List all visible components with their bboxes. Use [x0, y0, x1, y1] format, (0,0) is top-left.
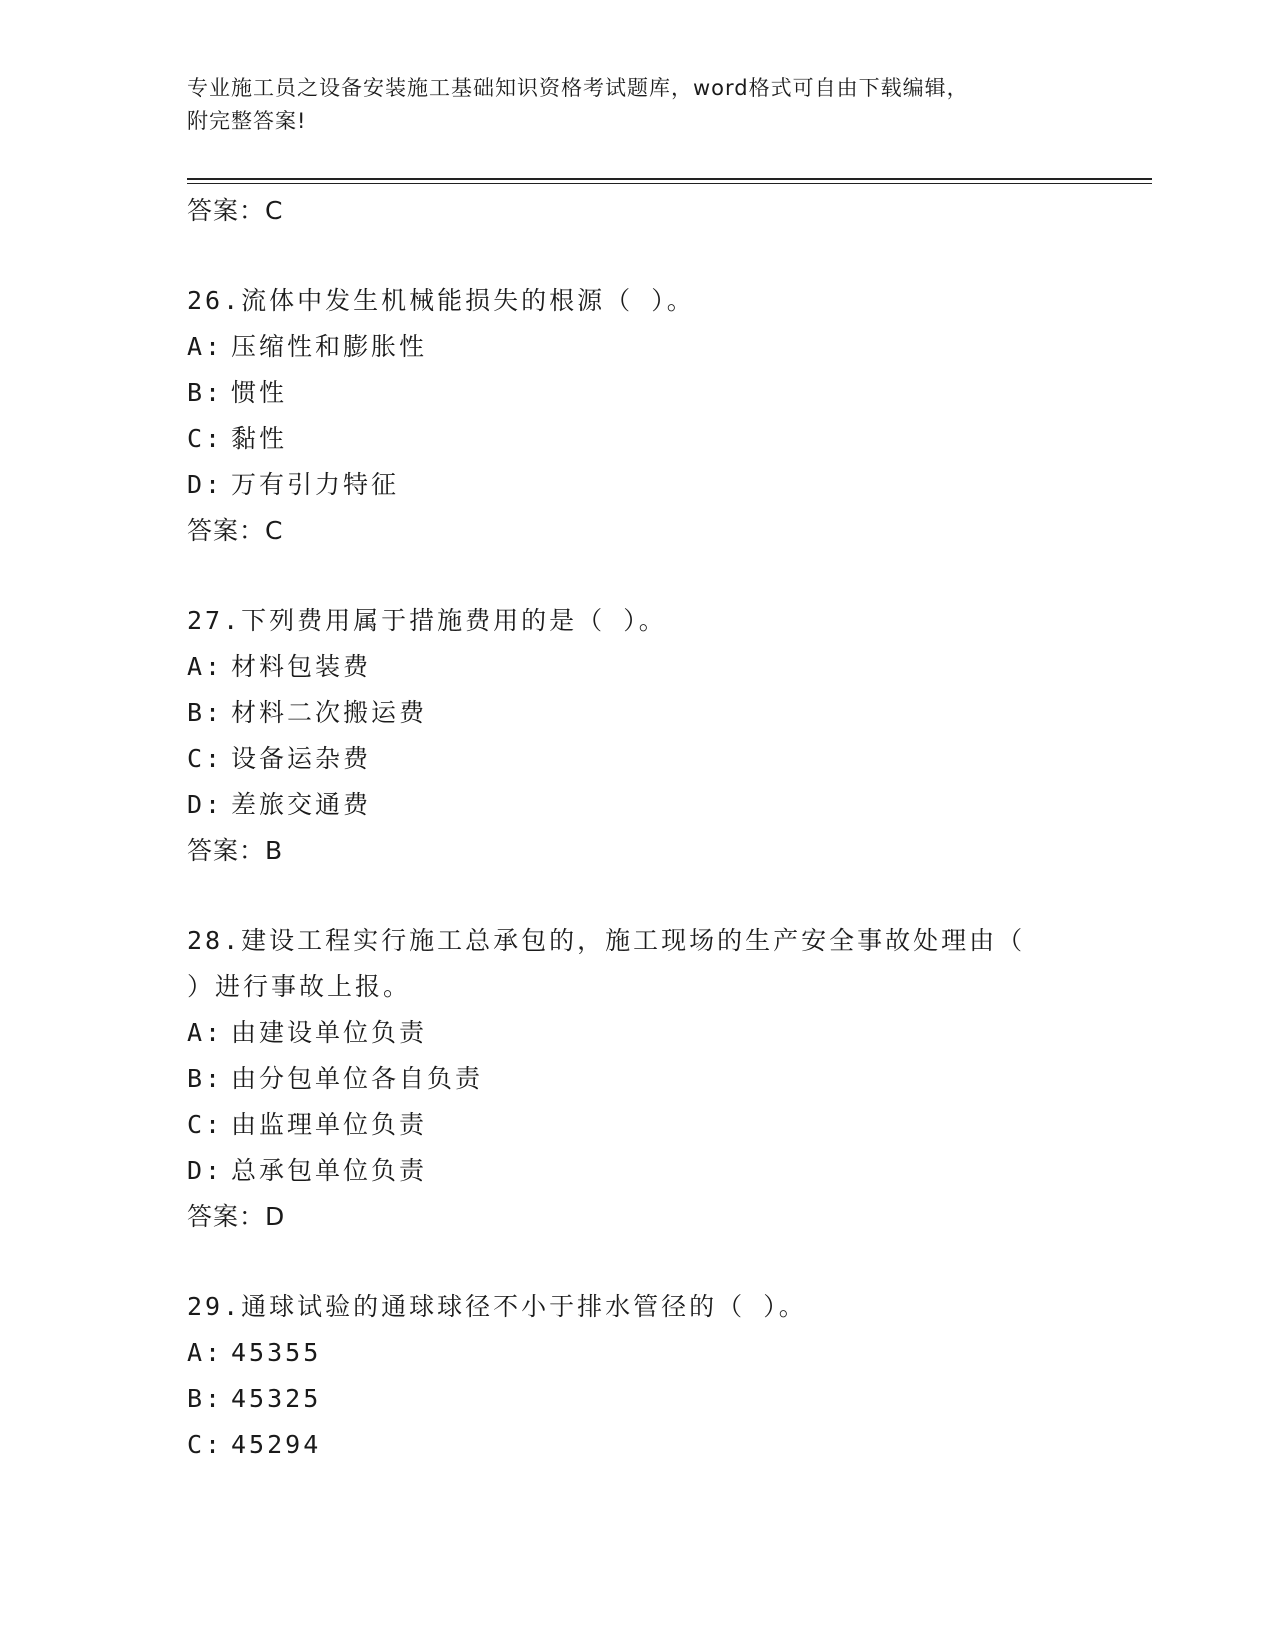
option-row — [187, 1010, 1067, 1056]
option-text: 黏性 — [231, 424, 288, 453]
option-text: 万有引力特征 — [231, 470, 400, 499]
option-text: 45294 — [231, 1430, 322, 1459]
question-text: 26.流体中发生机械能损失的根源（ ）。 — [187, 286, 695, 315]
option-letter: B: — [187, 698, 224, 727]
option-text: 总承包单位负责 — [231, 1156, 428, 1185]
option-row — [187, 1102, 1067, 1148]
question-text: 29.通球试验的通球球径不小于排水管径的（ ）。 — [187, 1292, 807, 1321]
option-letter: B: — [187, 1384, 224, 1413]
option-letter: C: — [187, 1430, 224, 1459]
question-text: 27.下列费用属于措施费用的是（ ）。 — [187, 606, 667, 635]
option-letter: D: — [187, 1156, 224, 1185]
option-text: 45355 — [231, 1338, 322, 1367]
option-row — [187, 1148, 1067, 1194]
questions-container — [187, 278, 1067, 1468]
option-letter: A: — [187, 1018, 224, 1047]
option-text: 差旅交通费 — [231, 790, 372, 819]
option-letter: D: — [187, 790, 224, 819]
option-text: 由分包单位各自负责 — [231, 1064, 484, 1093]
option-row — [187, 690, 1067, 736]
previous-answer: 答案：C — [187, 196, 284, 225]
header-divider-thin — [187, 183, 1152, 184]
option-letter: A: — [187, 332, 224, 361]
header-divider — [187, 178, 1152, 180]
option-letter: A: — [187, 652, 224, 681]
question-text: ）进行事故上报。 — [187, 972, 412, 1001]
option-row — [187, 1056, 1067, 1102]
option-row — [187, 736, 1067, 782]
question-list — [187, 188, 1067, 1468]
page-header — [187, 72, 1067, 138]
option-row — [187, 782, 1067, 828]
option-letter: C: — [187, 1110, 224, 1139]
answer-line: 答案：B — [187, 836, 284, 865]
option-row — [187, 1376, 1067, 1422]
option-row — [187, 462, 1067, 508]
option-text: 材料包装费 — [231, 652, 372, 681]
option-letter: D: — [187, 470, 224, 499]
option-row — [187, 416, 1067, 462]
option-row — [187, 370, 1067, 416]
option-row — [187, 1422, 1067, 1468]
option-letter: C: — [187, 424, 224, 453]
answer-line: 答案：D — [187, 1202, 286, 1231]
option-row — [187, 324, 1067, 370]
option-row — [187, 1330, 1067, 1376]
option-letter: C: — [187, 744, 224, 773]
question-block — [187, 598, 1067, 874]
header-line-1: 专业施工员之设备安装施工基础知识资格考试题库，word格式可自由下载编辑， — [187, 76, 969, 100]
question-block — [187, 1284, 1067, 1468]
option-text: 压缩性和膨胀性 — [231, 332, 428, 361]
option-text: 45325 — [231, 1384, 322, 1413]
header-line-2: 附完整答案! — [187, 109, 307, 133]
question-block — [187, 278, 1067, 554]
option-text: 由建设单位负责 — [231, 1018, 428, 1047]
option-row — [187, 644, 1067, 690]
option-text: 由监理单位负责 — [231, 1110, 428, 1139]
question-text: 28.建设工程实行施工总承包的，施工现场的生产安全事故处理由（ — [187, 926, 1026, 955]
option-text: 设备运杂费 — [231, 744, 372, 773]
answer-line: 答案：C — [187, 516, 284, 545]
option-letter: B: — [187, 1064, 224, 1093]
option-letter: A: — [187, 1338, 224, 1367]
option-text: 材料二次搬运费 — [231, 698, 428, 727]
option-letter: B: — [187, 378, 224, 407]
option-text: 惯性 — [231, 378, 288, 407]
question-block — [187, 918, 1067, 1240]
